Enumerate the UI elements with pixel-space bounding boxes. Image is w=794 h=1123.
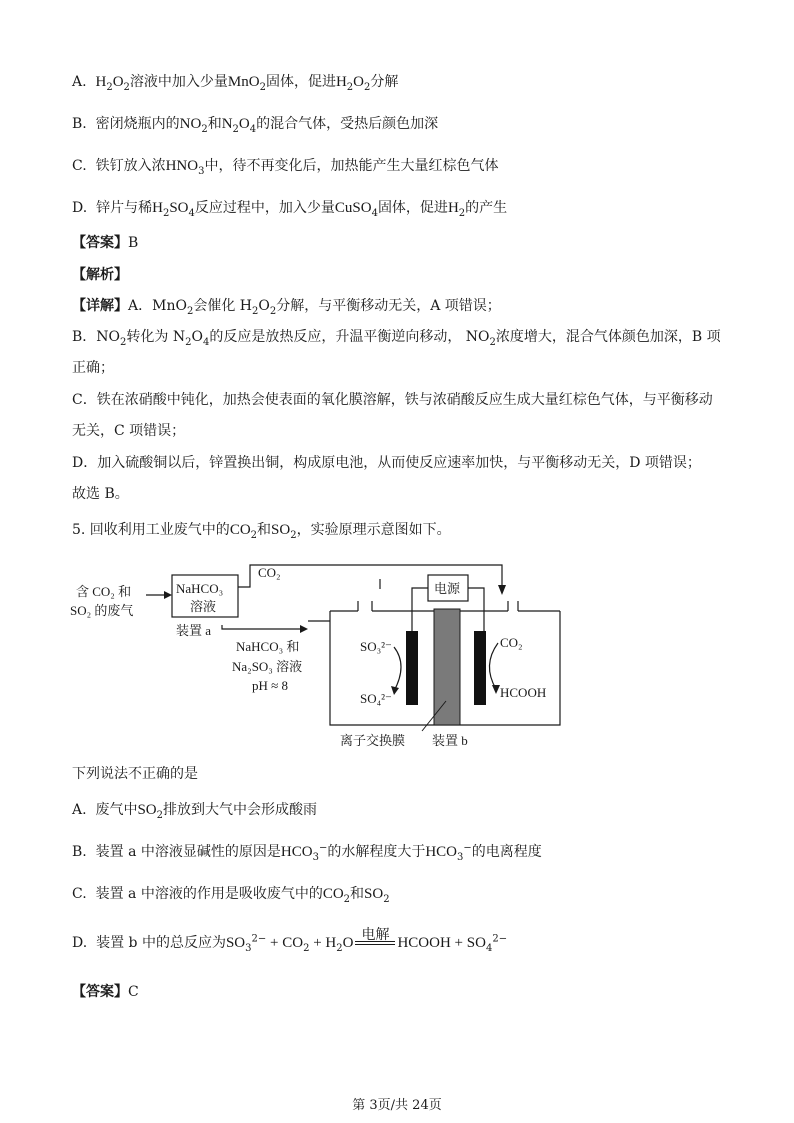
question-5-prompt: 下列说法不正确的是 <box>72 766 198 782</box>
option-a: A. $H_2O_2$溶液中加入少量MnO$_2$固体，促进$H_2O_2$分解 <box>72 74 399 93</box>
formic-acid-label: HCOOH <box>500 685 547 700</box>
solution-label-3: pH ≈ 8 <box>252 678 289 693</box>
device-b-label: 装置 b <box>432 733 468 748</box>
answer-value: C <box>128 984 139 1000</box>
option-b: B. 密闭烧瓶内的$NO_2$和$N_2O_4$的混合气体，受热后颜色加深 <box>72 116 439 135</box>
answer-label: 【答案】 <box>72 984 128 1000</box>
q5-option-d: D. 装置 b 中的总反应为$SO_3^{2-} + CO_2 + H_2O$ 电解 HCOOH + $SO_4^{2-}$ <box>72 927 508 954</box>
detail-line-3: 正确； <box>72 360 114 376</box>
answer-value: B <box>128 235 139 251</box>
wire-right <box>468 588 484 631</box>
device-a-solution-1: NaHCO₃ <box>176 581 224 596</box>
right-electrode <box>474 631 486 705</box>
detail-line-5: 无关，C 项错误； <box>72 423 186 439</box>
waste-gas-label-2: SO₂ 的废气 <box>70 603 134 618</box>
gas-inlet-arrowhead <box>164 591 172 599</box>
device-a-solution-2: 溶液 <box>190 599 217 614</box>
electrolysis-condition: 电解 <box>355 941 395 945</box>
membrane-label: 离子交换膜 <box>340 733 406 748</box>
left-reaction-arrow <box>394 647 401 691</box>
answer-label: 【答案】 <box>72 235 128 251</box>
solution-pipe-arrowhead <box>300 625 308 633</box>
left-reaction-arrowhead <box>391 686 399 695</box>
question-5-stem: 5. 回收利用工业废气中的$CO_2$和$SO_2$，实验原理示意图如下。 <box>72 522 451 541</box>
device-a-label: 装置 a <box>176 623 212 638</box>
option-c: C. 铁钉放入浓$HNO_3$中，待不再变化后，加热能产生大量红棕色气体 <box>72 158 499 177</box>
q5-option-c: C. 装置 a 中溶液的作用是吸收废气中的$CO_2$和$SO_2$ <box>72 886 390 905</box>
right-reaction-arrow <box>489 643 498 689</box>
answer-q4 <box>72 233 138 253</box>
sulfite-ion-label: SO₃²⁻ <box>360 639 392 654</box>
co2-pipe-label: CO₂ <box>258 565 281 580</box>
solution-label-2: Na₂SO₃ 溶液 <box>232 659 303 674</box>
detail-line-6: D．加入硫酸铜以后，锌置换出铜，构成原电池，从而使反应速率加快，与平衡移动无关，D 项错误； <box>72 455 701 471</box>
q5-option-b: B. 装置 a 中溶液显碱性的原因是$HCO_3^-$的水解程度大于$HCO_3^-$的电离程度 <box>72 842 542 863</box>
ion-exchange-membrane <box>434 609 460 725</box>
option-d: D. 锌片与稀$H_2SO_4$反应过程中，加入少量CuSO$_4$固体，促进$H_2$的产生 <box>72 200 508 219</box>
solution-pipe <box>222 625 300 629</box>
right-reaction-arrowhead <box>492 685 500 694</box>
detail-line-7: 故选 B。 <box>72 486 129 502</box>
detail-line-4: C．铁在浓硝酸中钝化，加热会使表面的氧化膜溶解，铁与浓硝酸反应生成大量红棕色气体，与平衡移动 <box>72 392 713 408</box>
detail-line-2: B．$NO_2$转化为 $N_2O_4$的反应是放热反应，升温平衡逆向移动， $NO_2$浓度增大，混合气体颜色加深，B 项 <box>72 329 721 348</box>
wire-left <box>412 588 428 631</box>
sulfate-ion-label: SO₄²⁻ <box>360 691 392 706</box>
q5-option-a: A. 废气中$SO_2$排放到大气中会形成酸雨 <box>72 802 318 821</box>
left-electrode <box>406 631 418 705</box>
co2-reactant-label: CO₂ <box>500 635 523 650</box>
power-source-label: 电源 <box>434 581 461 596</box>
answer-q5 <box>72 982 139 1002</box>
solution-label-1: NaHCO₃ 和 <box>236 639 300 654</box>
detail-line-1: 【详解】A．MnO$_2$会催化 $H_2O_2$分解，与平衡移动无关，A 项错误； <box>72 298 501 317</box>
co2-pipe-arrowhead <box>498 585 506 595</box>
waste-gas-label-1: 含 CO₂ 和 <box>76 584 132 599</box>
analysis-label: 【解析】 <box>72 267 128 283</box>
experiment-diagram <box>60 555 580 755</box>
page-footer: 第 3页/共 24页 <box>352 1098 442 1113</box>
